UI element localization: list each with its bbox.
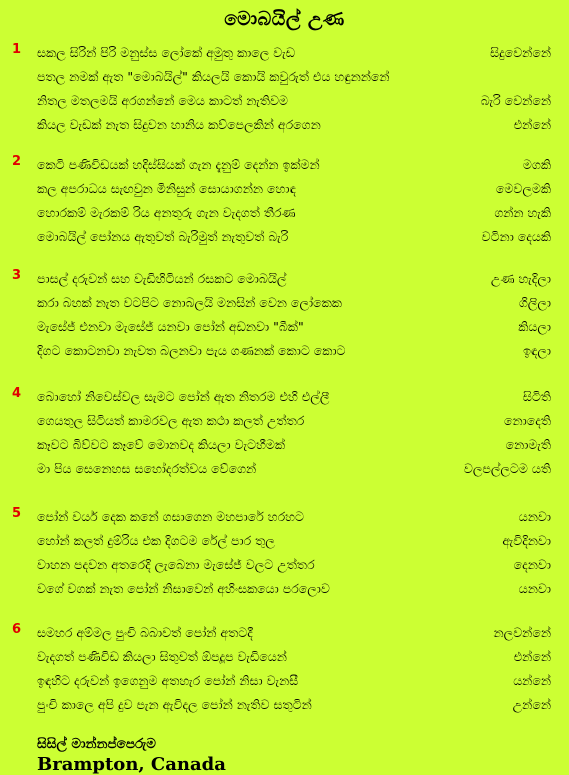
poem-line (37, 177, 559, 201)
poem-line-end-word: ඉඳලා (523, 343, 551, 358)
poem-line (37, 433, 559, 457)
poem-line (37, 385, 559, 409)
author-location: Brampton, Canada (37, 754, 226, 775)
poem-line-end-word: මෙවලමකි (495, 181, 551, 196)
poem-title: මොබයිල් උණ (224, 8, 345, 30)
poem-line-end-word: උන්නේ (512, 697, 551, 712)
poem-line-text: හොරකම් මැරකම් රිය අනතුරු ගැන වැදගත් තීරණ (37, 205, 296, 220)
poem-line-text: සමහර අම්මල පුංචි බබාවත් පෝන් අතටදී (37, 625, 253, 640)
poem-line (37, 65, 559, 89)
poem-line (37, 225, 559, 249)
poem-line-text: හෝන් කලත් දුම්රිය එක දිගටම රේල් පාර තුල (37, 533, 275, 548)
poem-line (37, 89, 559, 113)
poem-line-text: වැදගත් පණිවිඩ කියලා සිතුවත් ඕපදූප වැඩියෙන් (37, 649, 287, 664)
poem-line-end-word: නොමැති (505, 437, 551, 452)
stanza-number: 6 (12, 622, 22, 637)
poem-line (37, 577, 559, 601)
poem-line (37, 291, 559, 315)
stanza-number: 4 (12, 386, 22, 401)
poem-line-end-word: කියලා (518, 319, 551, 334)
poem-line-text: සකල සිරින් පිරි මනුස්ස ලෝකේ අමුතු කාලෙ වැඩ (37, 45, 296, 60)
poem-line-text: කල අපරාධය සැඟවුන මිනිසුන් සොයාගන්න හොඳ (37, 181, 296, 196)
poem-line-text: පෝන් වයර් දෙක කනේ ගසාගෙන මහපාරේ හරහට (37, 509, 304, 524)
poem-line-text: කරා බහක් නැත වටපිට නොබලයි මනසින් වෙන ලෝකෙක (37, 295, 342, 310)
poem-line-end-word: ඇවිදිනවා (502, 533, 551, 548)
poem-line (37, 645, 559, 669)
poem-line-text: කෙටි පණිවිඩයක් හදිස්සියක් ගැන දැනුම් දෙන්න ඉක්මන් (37, 157, 320, 172)
poem-line-text: ඉඳහිට දරුවන් ඉගෙනුම අතහැර පෝන් නිසා වැනසී (37, 673, 299, 688)
poem-line (37, 621, 559, 645)
poem-line-end-word: යනවා (518, 509, 551, 524)
poem-line-end-word: බැරි වෙන්නේ (480, 93, 551, 108)
poem-line-text: ගෙයතුල සිටියත් කාමරවල ඇත කථා කලත් උත්තර (37, 413, 305, 428)
poem-line-text: වගේ වගක් නැත පෝන් නිසාවෙන් අහිංසකයො පරලොව (37, 581, 330, 596)
poem-line-end-word: එන්නේ (513, 649, 551, 664)
poem-line-text: බොහෝ නිවෙස්වල සැමට පෝන් ඇත නිතරම එහි එල්ලී (37, 389, 330, 404)
poem-line-end-word: වටිනා දෙයකි (481, 229, 551, 244)
poem-line (37, 693, 559, 717)
poem-line-text: මා පිය සෙනෙහස සහෝදරත්වය වේගෙන් (37, 461, 257, 476)
poem-line-end-word: නලවන්නේ (493, 625, 551, 640)
stanza-number: 3 (12, 268, 22, 283)
poem-line-end-word: යන්නේ (513, 673, 551, 688)
poem-line-text: කෑවට බිව්වට කෑවේ මොනවද කියලා වැටහීමක් (37, 437, 286, 452)
poem-line (37, 457, 559, 481)
poem-line (37, 409, 559, 433)
poem-line-end-word: උණ හැදිලා (490, 271, 551, 286)
poem-line-end-word: ගන්න හැකි (494, 205, 551, 220)
poem-line (37, 553, 559, 577)
poem-line-end-word: වලපල්ලටම යති (463, 461, 551, 476)
stanza-number: 1 (12, 42, 22, 57)
poem-line (37, 113, 559, 137)
poem-line (37, 41, 559, 65)
author-name: සිසිල් මාන්නප්පෙරුම (37, 736, 156, 752)
poem-line (37, 267, 559, 291)
stanza-number: 5 (12, 506, 22, 521)
poem-line-end-word: සිදුවෙන්නේ (490, 45, 551, 60)
poem-line (37, 669, 559, 693)
poem-line-end-word: යනවා (518, 581, 551, 596)
poem-line (37, 315, 559, 339)
poem-line-end-word: දෙනවා (513, 557, 551, 572)
poem-line-end-word: නොදෙති (504, 413, 551, 428)
poem-line-text: නිතල මතලමයි අරගන්නේ මෙය කාටත් නැතිවම (37, 93, 289, 108)
poem-line-text: වාහන පදවන අතරෙදි ලැබෙනා මැසේජ් වලට උත්තර (37, 557, 315, 572)
poem-line-end-word: එන්නේ (513, 117, 551, 132)
poem-line (37, 201, 559, 225)
poem-line-text: පුංචි කාලෙ අපි දුව පැන ඇවිදල පෝන් නැතිව සතුටින් (37, 697, 312, 712)
poem-line-text: පාසල් දරුවන් සහ වැඩිහිටියන් රසකට මොබයිල් (37, 271, 287, 286)
poem-line-text: පතල නමක් ඇත "මොබයිල්" කියලයි කොයි කවුරුත් එය හඳුනන්නේ (37, 69, 390, 84)
poem-line (37, 529, 559, 553)
poem-line-end-word: සිටිති (522, 389, 551, 404)
poem-line-text: කියල වැඩක් නැත සිදුවන හානිය කව්පෙලකින් අරගෙන (37, 117, 321, 132)
poem-line-text: මොබයිල් පෝනය ඇතුවත් බැරිමුත් නැතුවත් බැරි (37, 229, 289, 244)
poem-line (37, 505, 559, 529)
poem-line-text: දිගට කොටනවා නැවත බලනවා පැය ගණනක් කොට කොට (37, 343, 346, 358)
stanza-number: 2 (12, 154, 22, 169)
poem-line-end-word: මගකි (522, 157, 551, 172)
poem-line (37, 153, 559, 177)
poem-line-text: මැසේජ් එනවා මැසේජ් යනවා පෝන් අඩනවා "බීක්" (37, 319, 304, 334)
poem-line-end-word: ගිලිලා (518, 295, 551, 310)
poem-line (37, 339, 559, 363)
